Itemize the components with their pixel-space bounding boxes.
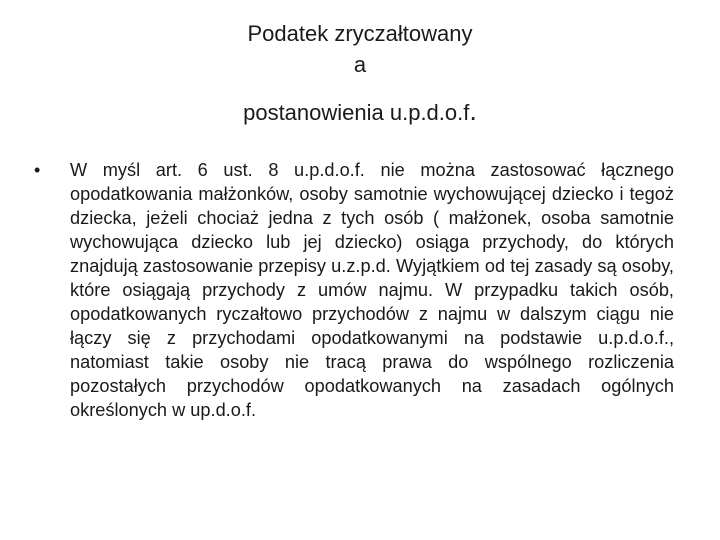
title-line-3 [0, 96, 720, 128]
bullet-icon: • [34, 160, 41, 180]
bullet-paragraph: W myśl art. 6 ust. 8 u.p.d.o.f. nie można zastosować łącznego opodatkowania małżonków, osoby samotnie wychowującej dziecko i tegoż dziecka, jeżeli chociaż jedna z tych osób ( małżonek, osoba samotnie wychowująca dziecko lub jej dziecko) osiąga przychody, do których znajdują zastosowanie przepisy u.z.p.d. Wyjątkiem od tej zasady są osoby, które osiągają przychody z umów najmu. W przypadku takich osób, opodatkowanych ryczałtowo przychodów z najmu w dalszym ciągu nie łączy się z przychodami opodatkowanymi na podstawie u.p.d.o.f., natomiast takie osoby nie tracą prawa do wspólnego rozliczenia pozostałych przychodów opodatkowanych na zasadach ogólnych określonych w up.d.o.f. [70, 160, 674, 420]
bullet-list [34, 158, 674, 422]
title-line-1: Podatek zryczałtowany [247, 21, 473, 46]
slide-title [0, 18, 720, 128]
title-line-2: a [353, 52, 367, 77]
title-line-3-text: postanowienia u.p.d.o.f [243, 100, 470, 125]
title-line-3-period: . [469, 96, 477, 126]
